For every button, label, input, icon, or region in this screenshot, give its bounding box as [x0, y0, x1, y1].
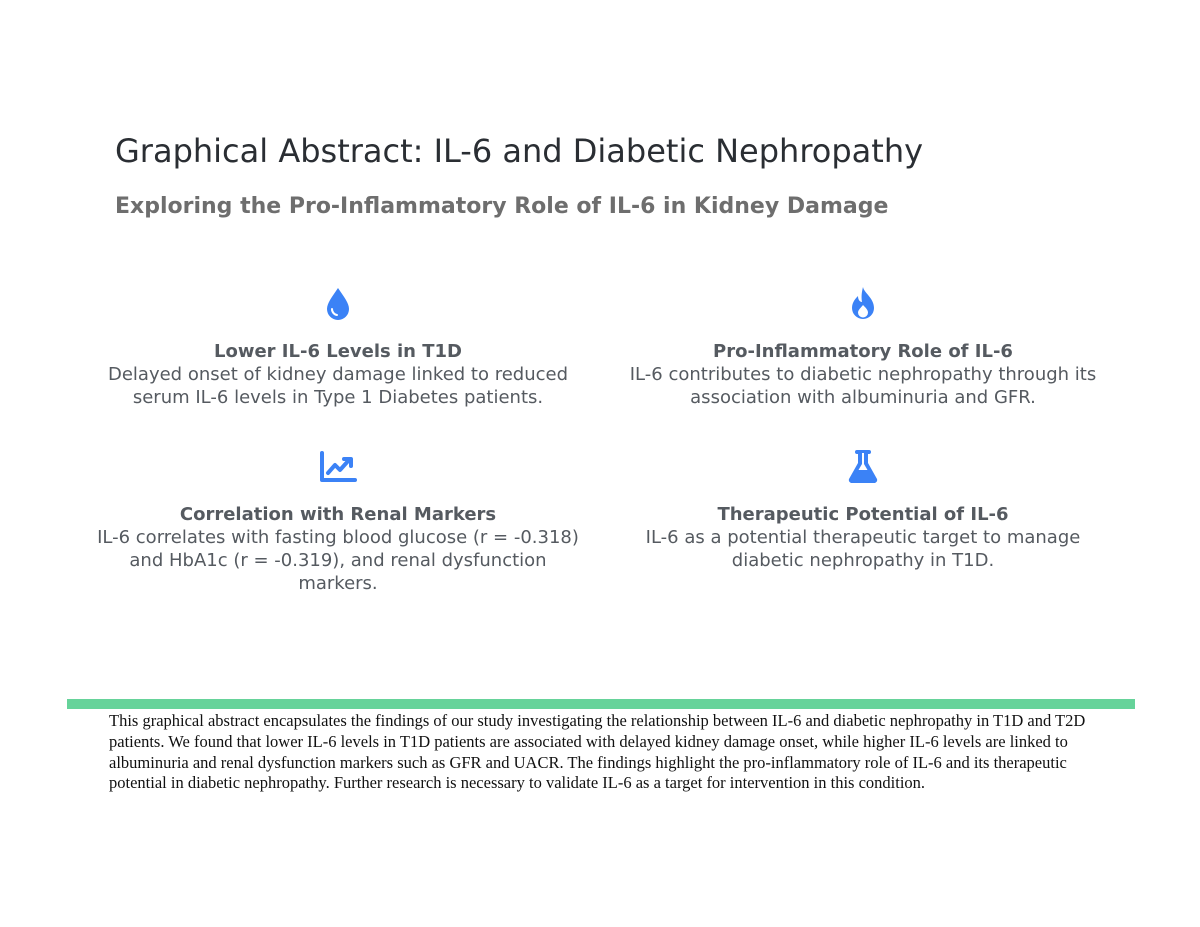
- page-subtitle: Exploring the Pro-Inflammatory Role of IL-6 in Kidney Damage: [115, 194, 889, 219]
- abstract-text: This graphical abstract encapsulates the findings of our study investigating the relationship between IL-6 and diabetic nephropathy in T1D and T2D patients. We found that lower IL-6 levels in T1D patients are associated with delayed kidney damage onset, while higher IL-6 levels are linked to albuminuria and renal dysfunction markers such as GFR and UACR. The findings highlight the pro-inflammatory role of IL-6 and its therapeutic potential in diabetic nephropathy. Further research is necessary to validate IL-6 as a target for intervention in this condition.: [109, 711, 1086, 793]
- card-title: Therapeutic Potential of IL-6: [717, 504, 1009, 525]
- card-lower-il6: [88, 284, 588, 409]
- fire-icon: [843, 284, 883, 324]
- flask-icon: [843, 447, 883, 487]
- page-title: Graphical Abstract: IL-6 and Diabetic Nephropathy: [115, 132, 924, 170]
- card-pro-inflammatory: [613, 284, 1113, 409]
- card-title: Pro-Inflammatory Role of IL-6: [713, 341, 1013, 362]
- trending-chart-icon: [318, 447, 358, 487]
- card-title: Lower IL-6 Levels in T1D: [213, 341, 462, 362]
- card-correlation: [88, 447, 588, 595]
- droplet-icon: [318, 284, 358, 324]
- card-text: IL-6 correlates with fasting blood glucose (r = -0.318) and HbA1c (r = -0.319), and renal dysfunction markers.: [97, 527, 579, 594]
- card-therapeutic: [613, 447, 1113, 572]
- section-divider: [67, 699, 1135, 709]
- card-text: IL-6 as a potential therapeutic target to manage diabetic nephropathy in T1D.: [645, 527, 1081, 571]
- card-text: Delayed onset of kidney damage linked to reduced serum IL-6 levels in Type 1 Diabetes patients.: [107, 364, 569, 408]
- card-text: IL-6 contributes to diabetic nephropathy through its association with albuminuria and GFR.: [629, 364, 1097, 408]
- card-title: Correlation with Renal Markers: [179, 504, 497, 525]
